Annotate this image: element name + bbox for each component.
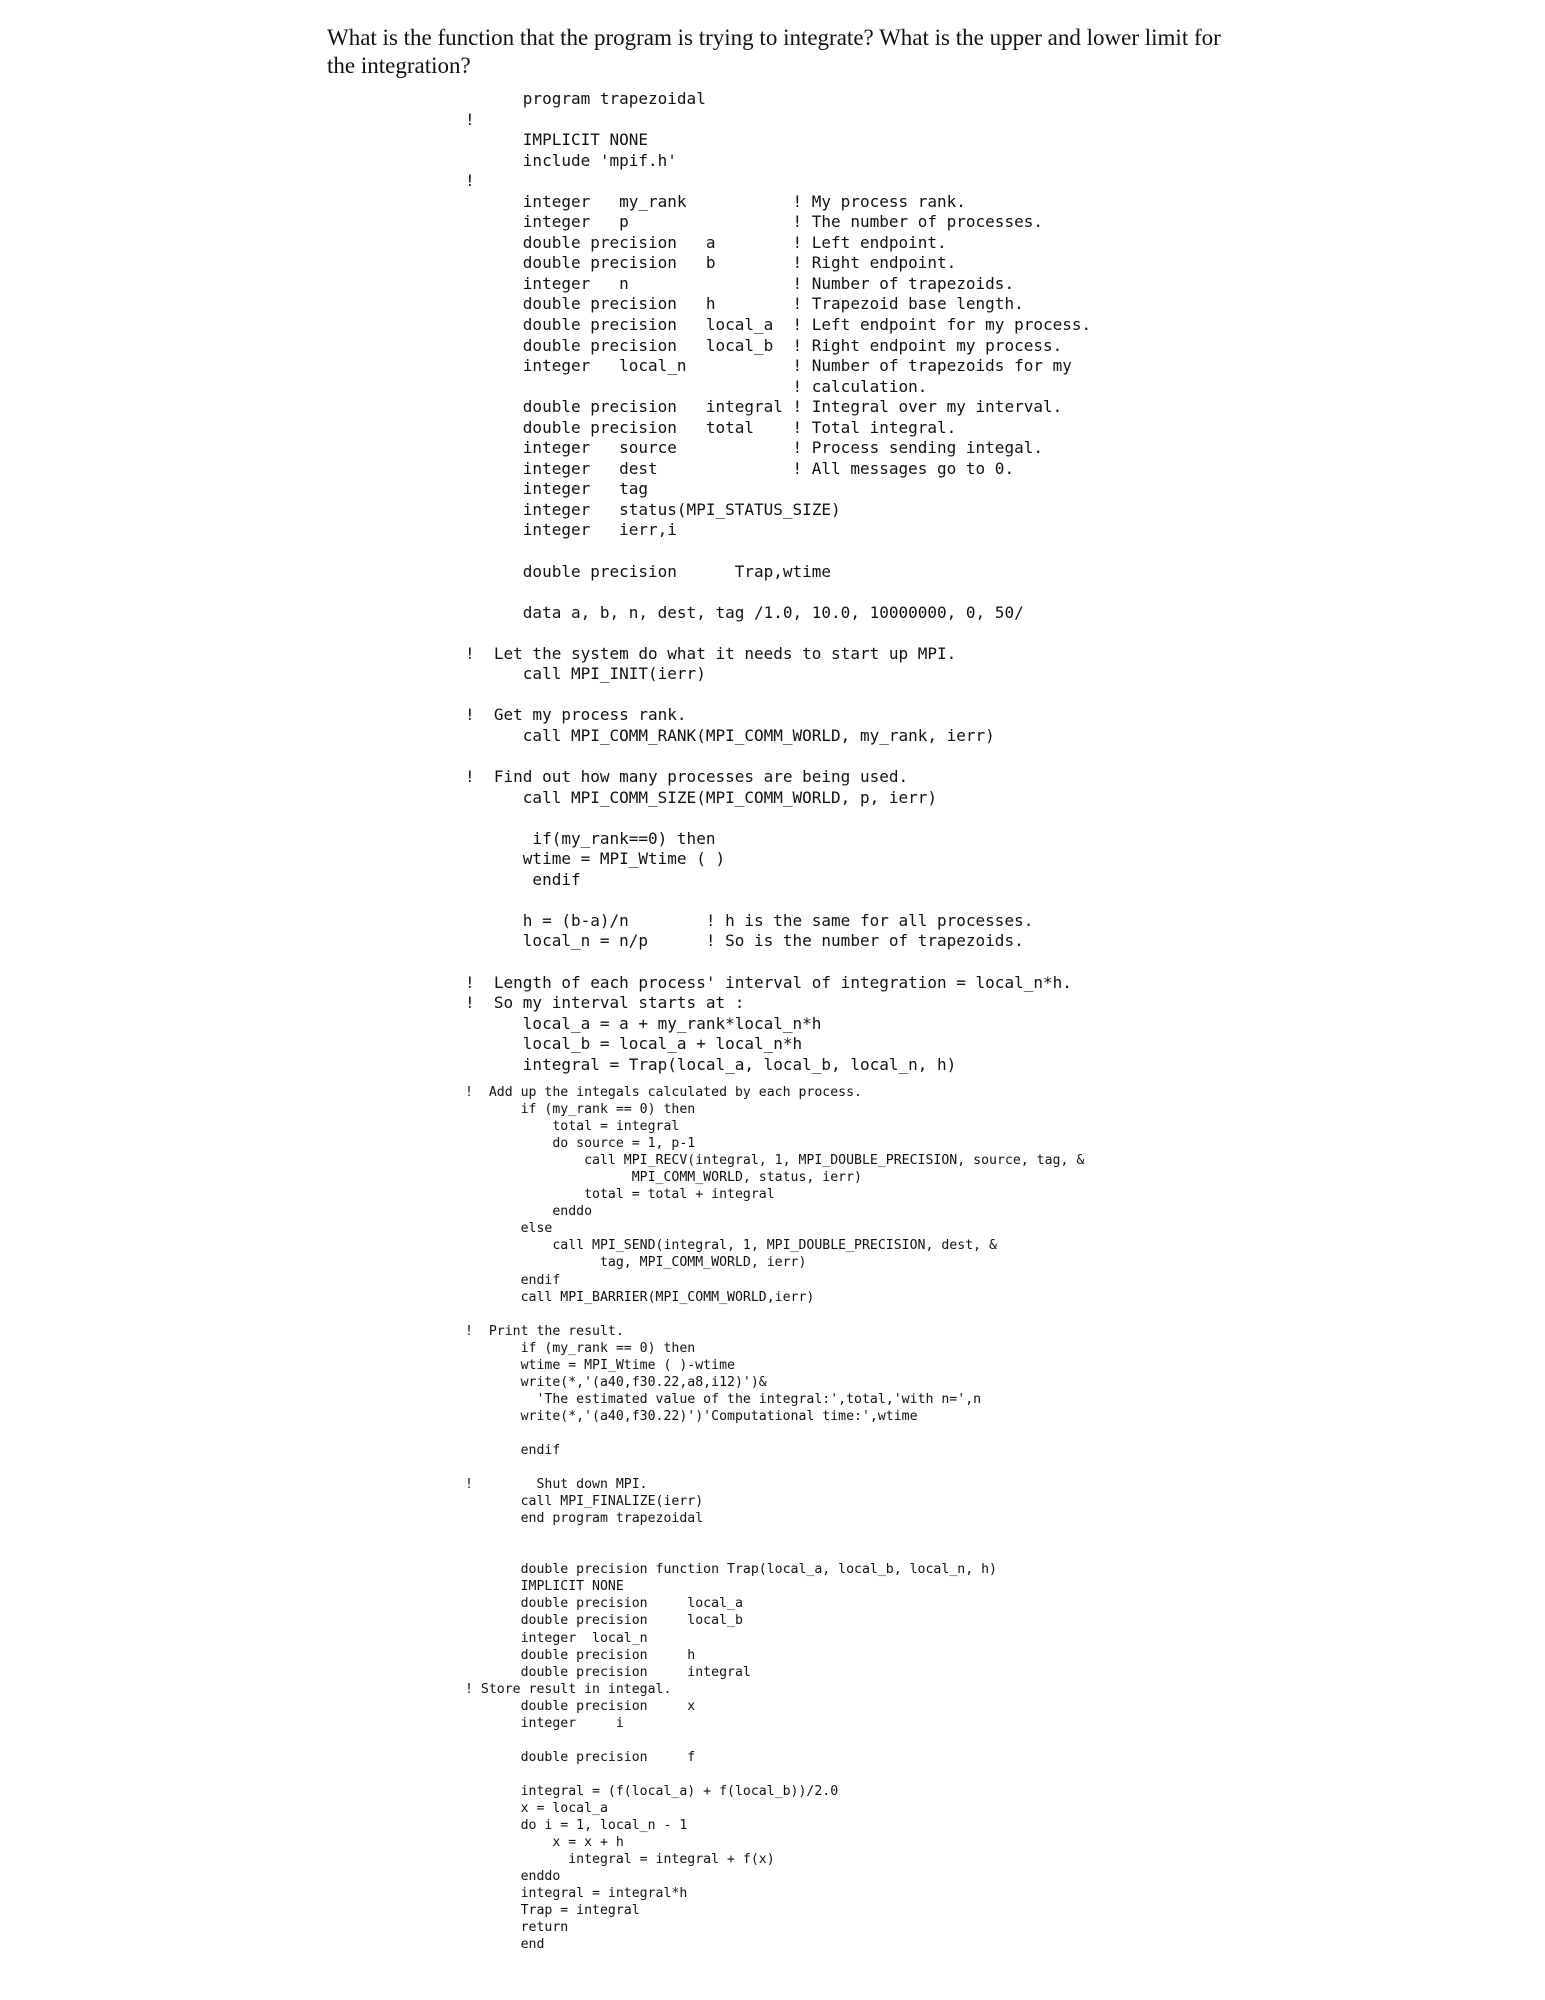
- code-line: local_a = a + my_rank*local_n*h: [465, 1013, 822, 1033]
- code-line: call MPI_INIT(ierr): [465, 664, 706, 684]
- code-line: [465, 1732, 1084, 1749]
- code-line: ! Add up the integals calculated by each process.: [465, 1085, 862, 1100]
- code-line: call MPI_BARRIER(MPI_COMM_WORLD,ierr): [465, 1289, 815, 1305]
- code-line: data a, b, n, dest, tag /1.0, 10.0, 10000000, 0, 50/: [465, 602, 1024, 622]
- code-line: [465, 808, 1091, 829]
- code-line: [465, 1306, 1084, 1323]
- code-line: integer i: [465, 1715, 624, 1731]
- code-line: ! Store result in integal.: [465, 1681, 672, 1697]
- code-line: call MPI_COMM_RANK(MPI_COMM_WORLD, my_rank, ierr): [465, 725, 995, 745]
- code-line: !: [465, 171, 475, 191]
- code-line: end: [465, 1937, 545, 1953]
- code-line: call MPI_COMM_SIZE(MPI_COMM_WORLD, p, ierr): [465, 787, 938, 807]
- code-line: integer tag: [465, 479, 649, 499]
- code-line: integer local_n ! Number of trapezoids for my: [465, 356, 1072, 376]
- code-line: IMPLICIT NONE: [465, 130, 649, 150]
- code-line: ! Find out how many processes are being used.: [465, 767, 909, 787]
- code-line: h = (b-a)/n ! h is the same for all processes.: [465, 910, 1034, 930]
- code-line: ! Print the result.: [465, 1323, 624, 1339]
- code-line: endif: [465, 869, 581, 889]
- code-line: if(my_rank==0) then: [465, 828, 716, 848]
- code-line: write(*,'(a40,f30.22)')'Computational time:',wtime: [465, 1408, 918, 1424]
- code-line: [465, 1459, 1084, 1476]
- code-line: double precision local_b: [465, 1613, 743, 1629]
- code-line: double precision a ! Left endpoint.: [465, 232, 947, 252]
- code-line: [465, 1544, 1084, 1561]
- code-line: double precision f: [465, 1749, 696, 1765]
- code-line: program trapezoidal: [465, 89, 706, 108]
- code-line: [465, 1425, 1084, 1442]
- code-line: [465, 952, 1091, 973]
- code-line: double precision local_b ! Right endpoint my process.: [465, 335, 1063, 355]
- code-line: [465, 1766, 1084, 1783]
- code-line: integral = integral*h: [465, 1886, 688, 1902]
- code-line: ! calculation.: [465, 376, 928, 396]
- code-line: ! So my interval starts at :: [465, 993, 745, 1013]
- code-line: call MPI_SEND(integral, 1, MPI_DOUBLE_PRECISION, dest, &: [465, 1238, 997, 1254]
- code-line: local_b = local_a + local_n*h: [465, 1034, 803, 1054]
- code-line: do source = 1, p-1: [465, 1136, 696, 1152]
- code-line: local_n = n/p ! So is the number of trapezoids.: [465, 931, 1024, 951]
- code-line: double precision h ! Trapezoid base length.: [465, 294, 1024, 314]
- code-line: integral = integral + f(x): [465, 1852, 775, 1868]
- code-line: if (my_rank == 0) then: [465, 1340, 696, 1356]
- code-line: double precision function Trap(local_a, local_b, local_n, h): [465, 1562, 997, 1578]
- code-line: MPI_COMM_WORLD, status, ierr): [465, 1170, 862, 1186]
- code-line: endif: [465, 1272, 561, 1288]
- code-line: enddo: [465, 1869, 561, 1885]
- code-line: [465, 1527, 1084, 1544]
- code-line: double precision integral ! Integral over my interval.: [465, 397, 1063, 417]
- code-line: double precision b ! Right endpoint.: [465, 253, 957, 273]
- code-line: double precision h: [465, 1647, 696, 1663]
- code-line: if (my_rank == 0) then: [465, 1102, 696, 1118]
- code-line: double precision Trap,wtime: [465, 561, 832, 581]
- code-line: [465, 890, 1091, 911]
- code-line: integer p ! The number of processes.: [465, 212, 1043, 232]
- code-line: wtime = MPI_Wtime ( )-wtime: [465, 1357, 735, 1373]
- code-line: endif: [465, 1442, 561, 1458]
- code-line: ! Let the system do what it needs to start up MPI.: [465, 643, 957, 663]
- code-line: return: [465, 1920, 569, 1936]
- code-line: integral = (f(local_a) + f(local_b))/2.0: [465, 1783, 839, 1799]
- code-line: tag, MPI_COMM_WORLD, ierr): [465, 1255, 807, 1271]
- code-line: integer source ! Process sending integal.: [465, 438, 1043, 458]
- code-line: double precision total ! Total integral.: [465, 417, 957, 437]
- code-line: integer my_rank ! My process rank.: [465, 191, 966, 211]
- code-line: total = integral: [465, 1119, 680, 1135]
- code-line: ! Length of each process' interval of integration = local_n*h.: [465, 972, 1072, 992]
- code-line: Trap = integral: [465, 1903, 640, 1919]
- code-line: ! Shut down MPI.: [465, 1477, 648, 1493]
- fortran-code-listing-continued: [465, 1084, 1084, 1953]
- code-line: else: [465, 1221, 553, 1237]
- code-line: call MPI_RECV(integral, 1, MPI_DOUBLE_PRECISION, source, tag, &: [465, 1153, 1085, 1169]
- code-line: integer dest ! All messages go to 0.: [465, 458, 1015, 478]
- code-line: integer local_n: [465, 1630, 648, 1646]
- code-line: integer n ! Number of trapezoids.: [465, 273, 1015, 293]
- code-line: integer ierr,i: [465, 520, 677, 540]
- code-line: integral = Trap(local_a, local_b, local_n, h): [465, 1054, 957, 1074]
- code-line: [465, 747, 1091, 768]
- code-line: x = local_a: [465, 1800, 608, 1816]
- code-line: 'The estimated value of the integral:',total,'with n=',n: [465, 1391, 982, 1407]
- code-line: IMPLICIT NONE: [465, 1579, 624, 1595]
- code-line: double precision local_a ! Left endpoint for my process.: [465, 315, 1092, 335]
- code-line: [465, 623, 1091, 644]
- code-line: double precision x: [465, 1698, 696, 1714]
- code-line: do i = 1, local_n - 1: [465, 1818, 688, 1834]
- code-line: !: [465, 109, 475, 129]
- code-line: [465, 685, 1091, 706]
- code-line: double precision local_a: [465, 1596, 743, 1612]
- code-line: write(*,'(a40,f30.22,a8,i12)')&: [465, 1374, 767, 1390]
- code-line: [465, 541, 1091, 562]
- fortran-code-listing-main: [465, 89, 1091, 1075]
- question-text: What is the function that the program is trying to integrate? What is the upper and lower limit for the integration?: [327, 25, 1221, 78]
- code-line: x = x + h: [465, 1835, 624, 1851]
- code-line: wtime = MPI_Wtime ( ): [465, 849, 726, 869]
- code-line: [465, 582, 1091, 603]
- code-line: ! Get my process rank.: [465, 705, 687, 725]
- code-line: integer status(MPI_STATUS_SIZE): [465, 499, 841, 519]
- code-line: call MPI_FINALIZE(ierr): [465, 1494, 704, 1510]
- code-line: enddo: [465, 1204, 593, 1220]
- code-line: include 'mpif.h': [465, 150, 677, 170]
- code-line: end program trapezoidal: [465, 1511, 704, 1527]
- code-line: double precision integral: [465, 1664, 751, 1680]
- code-line: total = total + integral: [465, 1187, 775, 1203]
